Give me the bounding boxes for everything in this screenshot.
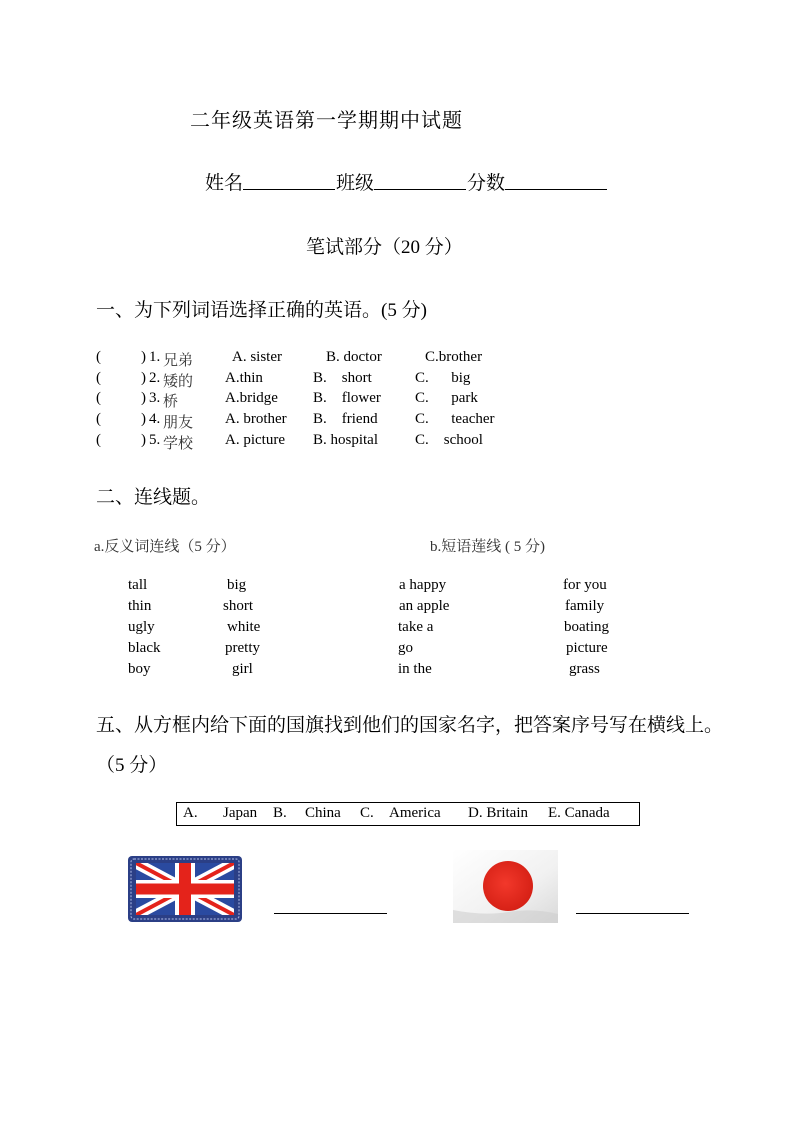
phrase-left-word[interactable]: in the (398, 661, 432, 677)
class-blank[interactable] (374, 189, 466, 190)
answer-paren-open[interactable]: ( (96, 370, 101, 386)
answer-paren-open[interactable]: ( (96, 390, 101, 406)
section2-title: 二、连线题。 (96, 487, 211, 508)
phrase-right-word[interactable]: grass (569, 661, 600, 677)
phrase-left-word[interactable]: go (398, 640, 413, 656)
option-a: A. picture (225, 432, 285, 448)
written-part-heading: 笔试部分（20 分） (306, 237, 463, 258)
option-a: A. sister (232, 349, 282, 365)
options-box (176, 802, 640, 826)
antonym-right-word[interactable]: pretty (225, 640, 260, 656)
option-a-letter: A. (183, 805, 198, 821)
option-c: C. big (415, 370, 471, 386)
phrase-right-word[interactable]: for you (563, 577, 607, 593)
question-number: 1. (149, 349, 161, 365)
antonym-left-word[interactable]: tall (128, 577, 148, 593)
option-b: B. short (313, 370, 372, 386)
option-a: A.bridge (225, 390, 278, 406)
option-a: A. brother (225, 411, 287, 427)
score-blank[interactable] (505, 189, 607, 190)
phrase-left-word[interactable]: take a (398, 619, 434, 635)
phrase-subtitle: b.短语莲线 ( 5 分) (430, 539, 545, 555)
question-chinese-word: 桥 (163, 394, 179, 410)
section5-score: （5 分） (96, 755, 168, 776)
phrase-left-word[interactable]: an apple (399, 598, 450, 614)
option-a-text: Japan (223, 805, 258, 821)
name-blank[interactable] (243, 189, 335, 190)
antonym-left-word[interactable]: ugly (128, 619, 155, 635)
uk-answer-blank[interactable] (274, 913, 387, 914)
japan-answer-blank[interactable] (576, 913, 689, 914)
option-b: B. friend (313, 411, 378, 427)
answer-paren-open[interactable]: ( (96, 432, 101, 448)
option-c: C. school (415, 432, 483, 448)
answer-paren-close: ) (141, 432, 146, 448)
question-number: 3. (149, 390, 161, 406)
page-title: 二年级英语第一学期期中试题 (190, 110, 463, 132)
name-label: 姓名 (205, 173, 244, 194)
section1-title: 一、为下列词语选择正确的英语。(5 分) (96, 300, 427, 321)
question-chinese-word: 矮的 (163, 374, 194, 390)
option-c: C.brother (425, 349, 483, 365)
phrase-right-word[interactable]: family (565, 598, 605, 614)
option-d: D. Britain (468, 805, 528, 821)
option-e: E. Canada (548, 805, 610, 821)
question-chinese-word: 兄弟 (163, 353, 194, 369)
option-b: B. flower (313, 390, 381, 406)
score-label: 分数 (467, 173, 506, 194)
antonym-right-word[interactable]: girl (232, 661, 253, 677)
class-label: 班级 (336, 173, 375, 194)
antonym-left-word[interactable]: black (128, 640, 161, 656)
antonym-right-word[interactable]: big (227, 577, 247, 593)
antonym-left-word[interactable]: thin (128, 598, 152, 614)
question-number: 4. (149, 411, 161, 427)
question-number: 2. (149, 370, 161, 386)
section5-title: 五、从方框内给下面的国旗找到他们的国家名字，把答案序号写在横线上。 (96, 715, 724, 736)
option-c: C. park (415, 390, 478, 406)
answer-paren-close: ) (141, 349, 146, 365)
antonym-right-word[interactable]: white (227, 619, 261, 635)
question-chinese-word: 学校 (163, 436, 194, 452)
antonym-right-word[interactable]: short (223, 598, 253, 614)
option-c: C. teacher (415, 411, 495, 427)
question-chinese-word: 朋友 (163, 415, 194, 431)
antonym-left-word[interactable]: boy (128, 661, 151, 677)
japan-flag-icon (453, 850, 558, 923)
option-b-text: China (305, 805, 341, 821)
phrase-left-word[interactable]: a happy (399, 577, 447, 593)
answer-paren-close: ) (141, 370, 146, 386)
option-a: A.thin (225, 370, 263, 386)
option-b: B. hospital (313, 432, 379, 448)
option-b: B. doctor (326, 349, 382, 365)
uk-flag-icon (128, 856, 242, 922)
option-c-text: America (389, 805, 441, 821)
option-b-letter: B. (273, 805, 287, 821)
answer-paren-open[interactable]: ( (96, 349, 101, 365)
phrase-right-word[interactable]: boating (564, 619, 609, 635)
antonym-subtitle: a.反义词连线（5 分） (94, 539, 236, 555)
question-number: 5. (149, 432, 161, 448)
answer-paren-open[interactable]: ( (96, 411, 101, 427)
phrase-right-word[interactable]: picture (566, 640, 608, 656)
option-c-letter: C. (360, 805, 374, 821)
answer-paren-close: ) (141, 390, 146, 406)
answer-paren-close: ) (141, 411, 146, 427)
